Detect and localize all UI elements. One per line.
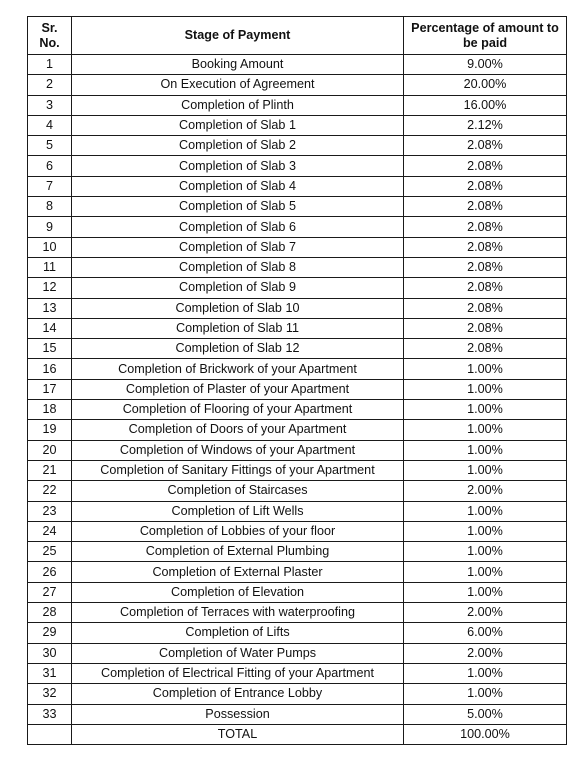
table-row — [28, 379, 567, 399]
table-row — [28, 75, 567, 95]
sr-no-cell: 8 — [28, 197, 72, 217]
percentage-cell: 2.00% — [404, 481, 567, 501]
percentage-cell: 2.08% — [404, 217, 567, 237]
table-row — [28, 339, 567, 359]
percentage-cell: 2.08% — [404, 156, 567, 176]
sr-no-cell: 6 — [28, 156, 72, 176]
stage-cell: Completion of Plaster of your Apartment — [72, 379, 404, 399]
sr-no-cell: 28 — [28, 603, 72, 623]
table-row — [28, 460, 567, 480]
percentage-cell: 2.12% — [404, 115, 567, 135]
stage-cell: Completion of Plinth — [72, 95, 404, 115]
percentage-cell: 1.00% — [404, 379, 567, 399]
percentage-cell: 2.00% — [404, 643, 567, 663]
percentage-cell: 1.00% — [404, 359, 567, 379]
percentage-cell: 1.00% — [404, 460, 567, 480]
sr-no-cell: 12 — [28, 278, 72, 298]
stage-cell: Completion of Electrical Fitting of your Apartment — [72, 663, 404, 683]
stage-cell: Completion of Slab 12 — [72, 339, 404, 359]
percentage-cell: 2.08% — [404, 339, 567, 359]
table-row — [28, 582, 567, 602]
percentage-cell: 100.00% — [404, 724, 567, 744]
sr-no-cell: 13 — [28, 298, 72, 318]
percentage-cell: 1.00% — [404, 663, 567, 683]
percentage-cell: 2.08% — [404, 298, 567, 318]
stage-cell: Booking Amount — [72, 55, 404, 75]
sr-no-cell: 23 — [28, 501, 72, 521]
header-sr-no: Sr. No. — [28, 17, 72, 55]
sr-no-cell: 21 — [28, 460, 72, 480]
sr-no-cell: 25 — [28, 542, 72, 562]
sr-no-cell: 18 — [28, 400, 72, 420]
sr-no-cell: 4 — [28, 115, 72, 135]
sr-no-cell: 11 — [28, 257, 72, 277]
sr-no-cell: 22 — [28, 481, 72, 501]
stage-cell: Completion of Slab 11 — [72, 318, 404, 338]
sr-no-cell: 14 — [28, 318, 72, 338]
percentage-cell: 1.00% — [404, 684, 567, 704]
percentage-cell: 20.00% — [404, 75, 567, 95]
percentage-cell: 1.00% — [404, 420, 567, 440]
stage-cell: Completion of Sanitary Fittings of your Apartment — [72, 460, 404, 480]
sr-no-cell: 20 — [28, 440, 72, 460]
table-row — [28, 55, 567, 75]
percentage-cell: 5.00% — [404, 704, 567, 724]
percentage-cell: 2.08% — [404, 237, 567, 257]
table-row — [28, 562, 567, 582]
sr-no-cell: 17 — [28, 379, 72, 399]
stage-cell: Completion of Terraces with waterproofing — [72, 603, 404, 623]
sr-no-cell: 19 — [28, 420, 72, 440]
table-row — [28, 684, 567, 704]
stage-cell: Completion of Slab 2 — [72, 136, 404, 156]
percentage-cell: 1.00% — [404, 562, 567, 582]
table-row — [28, 278, 567, 298]
sr-no-cell: 10 — [28, 237, 72, 257]
percentage-cell: 2.08% — [404, 136, 567, 156]
table-row — [28, 176, 567, 196]
stage-cell: Completion of Slab 6 — [72, 217, 404, 237]
percentage-cell: 1.00% — [404, 501, 567, 521]
stage-cell: Completion of External Plumbing — [72, 542, 404, 562]
table-row — [28, 420, 567, 440]
stage-cell: Completion of Slab 5 — [72, 197, 404, 217]
sr-no-cell — [28, 724, 72, 744]
stage-cell: Completion of Staircases — [72, 481, 404, 501]
percentage-cell: 1.00% — [404, 440, 567, 460]
table-row — [28, 663, 567, 683]
table-row — [28, 400, 567, 420]
stage-cell: Completion of Water Pumps — [72, 643, 404, 663]
sr-no-cell: 5 — [28, 136, 72, 156]
percentage-cell: 1.00% — [404, 582, 567, 602]
stage-cell: Completion of Slab 9 — [72, 278, 404, 298]
table-row — [28, 298, 567, 318]
percentage-cell: 2.08% — [404, 318, 567, 338]
stage-cell: TOTAL — [72, 724, 404, 744]
percentage-cell: 2.08% — [404, 278, 567, 298]
payment-schedule-table — [27, 16, 567, 745]
stage-cell: Completion of Brickwork of your Apartment — [72, 359, 404, 379]
stage-cell: Completion of Windows of your Apartment — [72, 440, 404, 460]
stage-cell: Completion of Entrance Lobby — [72, 684, 404, 704]
stage-cell: Completion of Slab 10 — [72, 298, 404, 318]
table-row — [28, 521, 567, 541]
stage-cell: On Execution of Agreement — [72, 75, 404, 95]
header-row — [28, 17, 567, 55]
stage-cell: Possession — [72, 704, 404, 724]
percentage-cell: 2.08% — [404, 197, 567, 217]
table-row — [28, 318, 567, 338]
stage-cell: Completion of Slab 3 — [72, 156, 404, 176]
sr-no-cell: 16 — [28, 359, 72, 379]
sr-no-cell: 27 — [28, 582, 72, 602]
stage-cell: Completion of External Plaster — [72, 562, 404, 582]
percentage-cell: 16.00% — [404, 95, 567, 115]
percentage-cell: 2.08% — [404, 176, 567, 196]
sr-no-cell: 31 — [28, 663, 72, 683]
sr-no-cell: 30 — [28, 643, 72, 663]
percentage-cell: 9.00% — [404, 55, 567, 75]
sr-no-cell: 26 — [28, 562, 72, 582]
table-row — [28, 501, 567, 521]
sr-no-cell: 9 — [28, 217, 72, 237]
table-row — [28, 237, 567, 257]
sr-no-cell: 7 — [28, 176, 72, 196]
sr-no-cell: 3 — [28, 95, 72, 115]
table-row — [28, 623, 567, 643]
stage-cell: Completion of Slab 7 — [72, 237, 404, 257]
table-row — [28, 136, 567, 156]
table-header — [28, 17, 567, 55]
sr-no-cell: 15 — [28, 339, 72, 359]
percentage-cell: 6.00% — [404, 623, 567, 643]
sr-no-cell: 29 — [28, 623, 72, 643]
table-row — [28, 481, 567, 501]
stage-cell: Completion of Slab 4 — [72, 176, 404, 196]
percentage-cell: 2.00% — [404, 603, 567, 623]
table-row — [28, 95, 567, 115]
sr-no-cell: 2 — [28, 75, 72, 95]
table-row — [28, 704, 567, 724]
percentage-cell: 2.08% — [404, 257, 567, 277]
sr-no-cell: 24 — [28, 521, 72, 541]
total-row — [28, 724, 567, 744]
stage-cell: Completion of Lifts — [72, 623, 404, 643]
table-row — [28, 156, 567, 176]
percentage-cell: 1.00% — [404, 542, 567, 562]
header-percentage: Percentage of amount to be paid — [404, 17, 567, 55]
stage-cell: Completion of Lobbies of your floor — [72, 521, 404, 541]
table-row — [28, 542, 567, 562]
stage-cell: Completion of Doors of your Apartment — [72, 420, 404, 440]
percentage-cell: 1.00% — [404, 400, 567, 420]
percentage-cell: 1.00% — [404, 521, 567, 541]
table-row — [28, 115, 567, 135]
stage-cell: Completion of Flooring of your Apartment — [72, 400, 404, 420]
stage-cell: Completion of Lift Wells — [72, 501, 404, 521]
table-row — [28, 197, 567, 217]
table-row — [28, 359, 567, 379]
table-row — [28, 257, 567, 277]
sr-no-cell: 32 — [28, 684, 72, 704]
stage-cell: Completion of Slab 8 — [72, 257, 404, 277]
table-row — [28, 217, 567, 237]
sr-no-cell: 1 — [28, 55, 72, 75]
header-stage-of-payment: Stage of Payment — [72, 17, 404, 55]
table-row — [28, 440, 567, 460]
table-row — [28, 643, 567, 663]
table-row — [28, 603, 567, 623]
stage-cell: Completion of Elevation — [72, 582, 404, 602]
sr-no-cell: 33 — [28, 704, 72, 724]
table-body — [28, 55, 567, 745]
stage-cell: Completion of Slab 1 — [72, 115, 404, 135]
